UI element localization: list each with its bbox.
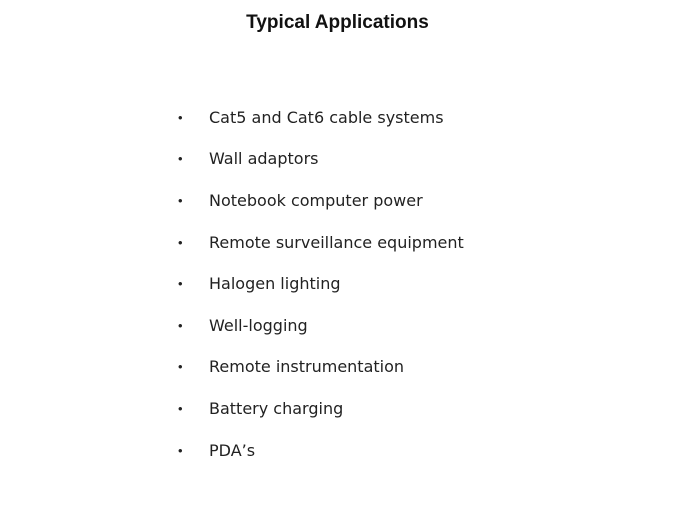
bullet-icon: • (178, 151, 183, 167)
list-item (178, 263, 464, 305)
slide-title: Typical Applications (246, 12, 429, 33)
list-item (178, 347, 464, 389)
list-item-text: Well-logging (209, 315, 308, 335)
list-item (178, 139, 464, 181)
bullet-icon: • (178, 317, 183, 333)
list-item (178, 388, 464, 430)
bullet-icon: • (178, 400, 183, 416)
list-item-text: Notebook computer power (209, 190, 423, 210)
bullet-icon: • (178, 442, 183, 458)
list-item-text: Remote surveillance equipment (209, 232, 464, 252)
list-item (178, 222, 464, 264)
bullet-icon: • (178, 234, 183, 250)
list-item (178, 97, 464, 139)
list-item-text: Cat5 and Cat6 cable systems (209, 107, 444, 127)
list-item-text: Wall adaptors (209, 149, 319, 169)
applications-list (178, 97, 464, 471)
list-item-text: Remote instrumentation (209, 357, 405, 377)
list-item-text: PDA’s (209, 440, 256, 460)
list-item-text: Halogen lighting (209, 274, 341, 294)
list-item (178, 305, 464, 347)
bullet-icon: • (178, 359, 183, 375)
list-item (178, 180, 464, 222)
list-item-text: Battery charging (209, 398, 344, 418)
bullet-icon: • (178, 192, 183, 208)
bullet-icon: • (178, 276, 183, 292)
bullet-icon: • (178, 109, 183, 125)
list-item (178, 430, 464, 472)
